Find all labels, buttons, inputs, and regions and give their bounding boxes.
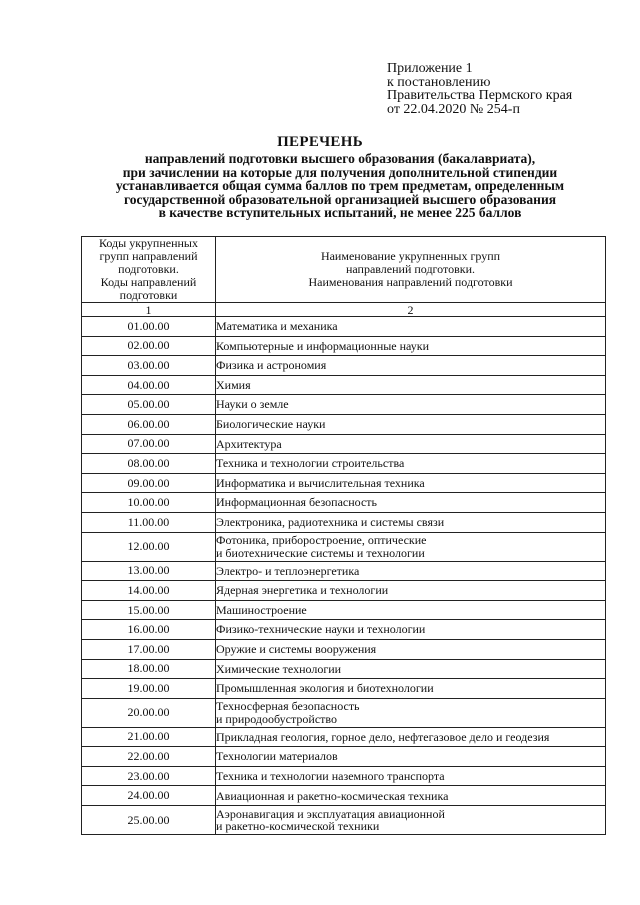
direction-name-line: Электроника, радиотехника и системы связи [216,514,445,529]
direction-name-line: Техносферная безопасность [216,699,360,714]
direction-name-line: Компьютерные и информационные науки [216,338,430,353]
table-row [82,747,606,767]
subtitle-line: направлений подготовки высшего образования (бакалавриата), [144,151,536,166]
direction-name-line: и природообустройство [216,711,337,726]
direction-name [216,698,606,727]
header-line: подготовки [119,288,178,302]
direction-code: 14.00.00 [82,581,216,601]
direction-name-line: Ядерная энергетика и технологии [216,583,389,598]
direction-name-line: Аэронавигация и эксплуатация авиационной [216,806,445,821]
direction-code: 20.00.00 [82,698,216,727]
subtitle-line: в качестве вступительных испытаний, не менее 225 баллов [158,205,522,221]
subtitle-line: государственной образовательной организацией высшего образования [123,191,557,207]
direction-name-line: Электро- и теплоэнергетика [216,563,360,578]
direction-name-line: Биологические науки [216,417,326,432]
document-title: ПЕРЕЧЕНЬ [277,134,363,150]
direction-name [216,766,606,786]
direction-code: 06.00.00 [82,414,216,434]
table-row [82,698,606,727]
header-line: Коды укрупненных [99,236,198,250]
direction-code: 01.00.00 [82,317,216,337]
direction-name-line: Физика и астрономия [216,358,327,373]
header-line: Коды направлений [100,275,197,289]
direction-code: 17.00.00 [82,639,216,659]
direction-code: 12.00.00 [82,532,216,561]
direction-code: 10.00.00 [82,493,216,513]
direction-name-line: Промышленная экология и биотехнологии [216,681,434,696]
direction-name-line: и ракетно-космической техники [216,819,380,834]
direction-name [216,434,606,454]
direction-name-line: Техника и технологии строительства [216,456,405,471]
table-row [82,600,606,620]
direction-name-line: и биотехнические системы и технологии [216,545,425,560]
direction-code: 13.00.00 [82,561,216,581]
direction-name [216,561,606,581]
direction-name-line: Физико-технические науки и технологии [216,622,426,637]
direction-name-line: Информационная безопасность [216,495,377,510]
direction-name-line: Науки о земле [216,397,289,412]
direction-code: 09.00.00 [82,473,216,493]
direction-name [216,679,606,699]
direction-code: 16.00.00 [82,620,216,640]
direction-name [216,600,606,620]
direction-name-line: Оружие и системы вооружения [216,641,377,656]
header-line: Наименование укрупненных групп [320,249,501,263]
document-subtitle [85,152,595,220]
direction-code: 25.00.00 [82,806,216,835]
table-row [82,786,606,806]
header-line: подготовки. [118,262,179,276]
table-row [82,806,606,835]
direction-name [216,512,606,532]
direction-name-line: Архитектура [216,436,282,451]
subtitle-line: устанавливается общая сумма баллов по трем предметам, определенным [115,178,565,194]
direction-code: 03.00.00 [82,356,216,376]
appendix-line: от 22.04.2020 № 254-п [387,101,520,117]
direction-name-line: Химические технологии [216,661,342,676]
direction-code: 11.00.00 [82,512,216,532]
subtitle-line: при зачислении на которые для получения дополнительной стипендии [122,164,558,180]
direction-name [216,639,606,659]
direction-name [216,620,606,640]
direction-code: 21.00.00 [82,727,216,747]
direction-name [216,454,606,474]
header-names [216,237,606,303]
direction-name [216,581,606,601]
table-row [82,395,606,415]
direction-name [216,786,606,806]
table-row [82,532,606,561]
direction-name [216,727,606,747]
header-line: групп направлений [99,249,198,263]
header-line: направлений подготовки. [345,262,476,276]
table-row [82,727,606,747]
table-row [82,679,606,699]
direction-code: 23.00.00 [82,766,216,786]
direction-code: 07.00.00 [82,434,216,454]
direction-name [216,532,606,561]
direction-name [216,336,606,356]
direction-code: 05.00.00 [82,395,216,415]
direction-name [216,493,606,513]
table-body [82,317,606,835]
direction-code: 08.00.00 [82,454,216,474]
appendix-line: к постановлению [387,74,491,90]
table-row [82,434,606,454]
direction-name-line: Химия [216,377,251,392]
direction-code: 18.00.00 [82,659,216,679]
direction-name [216,395,606,415]
direction-name-line: Технологии материалов [216,749,338,764]
table-row [82,620,606,640]
direction-name [216,659,606,679]
direction-name [216,317,606,337]
column-number: 1 [82,303,216,317]
direction-code: 15.00.00 [82,600,216,620]
direction-name-line: Прикладная геология, горное дело, нефтегазовое дело и геодезия [216,729,550,744]
direction-code: 04.00.00 [82,375,216,395]
directions-table [81,236,606,835]
table-row [82,414,606,434]
direction-name-line: Фотоника, приборостроение, оптические [216,533,427,548]
direction-name-line: Техника и технологии наземного транспорта [216,768,445,783]
direction-code: 19.00.00 [82,679,216,699]
direction-name-line: Машиностроение [216,602,307,617]
direction-name [216,806,606,835]
direction-name [216,375,606,395]
table-row [82,375,606,395]
table-row [82,512,606,532]
direction-code: 22.00.00 [82,747,216,767]
direction-code: 02.00.00 [82,336,216,356]
appendix-line: Правительства Пермского края [387,88,573,103]
direction-name-line: Авиационная и ракетно-космическая техника [216,788,449,803]
table-row [82,356,606,376]
direction-code: 24.00.00 [82,786,216,806]
header-codes [82,237,216,303]
column-number: 2 [216,303,606,317]
table-row [82,317,606,337]
appendix-block [387,62,627,116]
direction-name [216,473,606,493]
direction-name [216,747,606,767]
appendix-line: Приложение 1 [387,61,473,76]
table-row [82,561,606,581]
direction-name-line: Информатика и вычислительная техника [216,475,425,490]
table-row [82,473,606,493]
table-row [82,766,606,786]
direction-name [216,356,606,376]
table-row [82,639,606,659]
table-row [82,581,606,601]
table-row [82,336,606,356]
table-row [82,454,606,474]
table-row [82,659,606,679]
direction-name-line: Математика и механика [216,319,338,334]
direction-name [216,414,606,434]
table-row [82,493,606,513]
header-line: Наименования направлений подготовки [308,275,513,289]
